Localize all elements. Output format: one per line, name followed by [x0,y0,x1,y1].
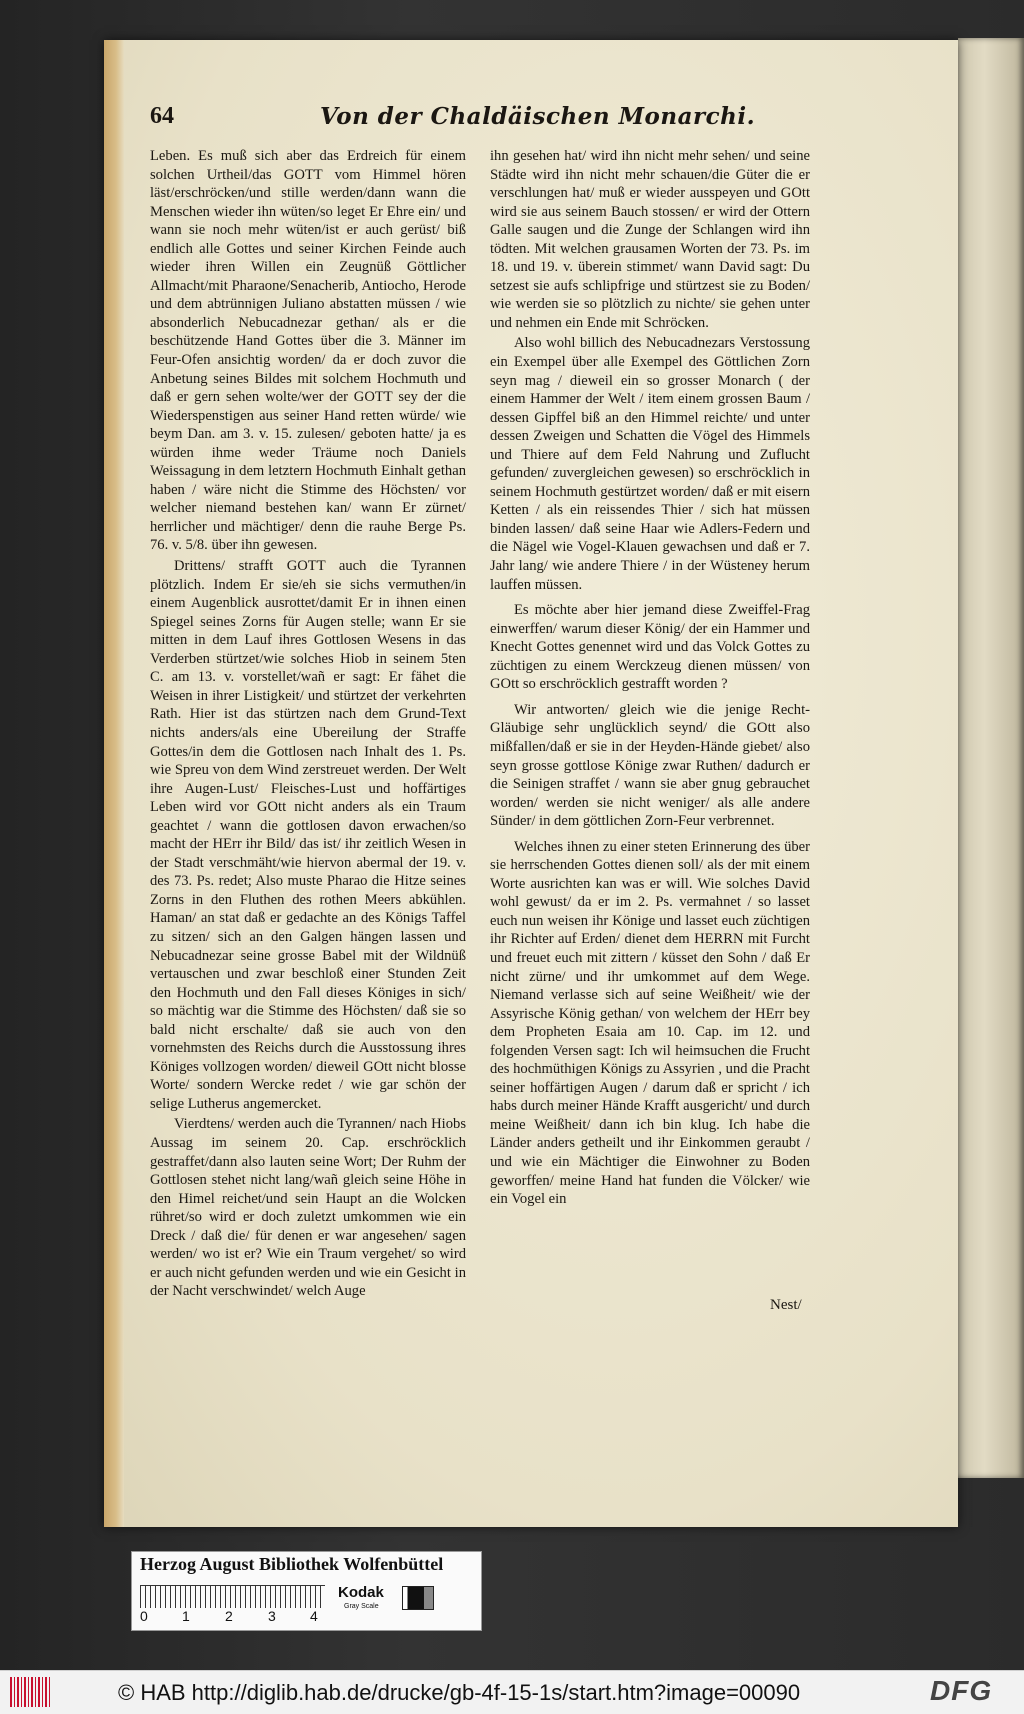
catchword: Nest/ [770,1297,802,1313]
next-page-edge [958,38,1024,1478]
ruler-number: 3 [268,1608,276,1624]
paragraph: Also wohl billich des Nebucadnezars Verstossung ein Exempel über alle Exempel des Göttlichen Zorn seyn mag / dieweil ein so grosser Monarch ( der einem Hammer der Welt / item einem grossen Baum / dessen Gipffel biß an den Himmel reichte/ und unter dessen Zweigen und Schatten die Vögel des Himmels und Thiere auf dem Feld Nahrung und Zuflucht gefunden/ zuvergleichen gewesen) so erschröcklich in seinem Hochmuth gestürtzet worden/ daß er mit eisern Ketten / als ein reissendes Thier / sich hat müssen binden lassen/ daß seine Haar wie Adlers-Federn und die Nägel wie Vogel-Klauen gewachsen und daß er 7. Jahr lang/ wie andere Thiere / in der Wüsteney herum lauffen müssen. [490,335,810,593]
dfg-logo: DFG [930,1675,993,1706]
footer-bar [0,1670,1024,1714]
paragraph: ihn gesehen hat/ wird ihn nicht mehr sehen/ und seine Städte wird ihn nicht mehr schauen/die Güter die er verschlungen hat/ muß er wieder ausspeyen und GOtt wird sie aus seinem Bauch stossen/ er wird der Ottern Galle saugen und die Zunge der Schlangen wird ihn tödten. Mit welchen grausamen Worten der 73. Ps. im 18. und 19. v. überein stimmet/ wann David sagt: Du setzest sie aufs schlipfrige und stürtzest sie zu Boden/ wie werden sie so plötzlich zu nichte/ sie gehen unter und nehmen ein Ende mit Schröcken. [490,148,810,331]
running-head: Von der Chaldäischen Monarchi. [320,103,756,130]
paragraph: Welches ihnen zu einer steten Erinnerung des über sie herrschenden Gottes dienen soll/ als der mit einem Worte ausrichten kan was er will. Wie solches David wohl gewust/ da er im 2. Ps. vermahnet / so lasset euch nun weisen ihr Könige und lasset euch züchtigen ihr Richter auf Erden/ dienet dem HERRN mit Furcht und freuet euch mit zittern / küsset den Sohn / daß Er nicht zürne/ und ihr umkommet auf dem Wege. Niemand verlasse sich auf seine Weißheit/ wie der Assyrische König gethan/ von welchem der HErr bey dem Propheten Esaia am 10. Cap. im 12. und folgenden Versen sagt: Ich wil heimsuchen die Frucht des hochmüthigen Königs zu Assyrien , und die Pracht seiner hoffärtigen Augen / darum daß er spricht / ich habs durch meiner Hände Krafft ausgericht/ und durch meine Weißheit/ dann ich bin klug. Ich habe die Länder anders getheilt und ihr Einkommen geraubt / und wie ein Mächtiger die Einwohner zu Boden geworffen/ meine Hand hat funden die Völcker/ wie ein Vogel ein [490,838,810,1208]
ruler-number: 1 [182,1608,190,1624]
barcode-icon [10,1677,50,1707]
paragraph: Leben. Es muß sich aber das Erdreich für einem solchen Urtheil/das GOTT vom Himmel hören läst/erschröcken/und stille werden/dann wann die Menschen wieder ihn wüten/so leget Er Ehre ein/ und wann sie noch mehr wüten/ist er auch gerüst/ biß endlich alle Gottes und seiner Kirchen Feinde auch wieder ihren Willen ein Zeugnüß Göttlicher Allmacht/mit Pharaone/Senacherib, Antiocho, Herode und dem abtrünnigen Juliano abstatten müssen / wie absonderlich Nebucadnezar gethan/ als er die beschützende Hand Gottes über die 3. Männer im Feur-Ofen ansichtig worden/ da er doch zuvor die Anbetung seines Bildes mit solchem Hochmuth und daß er gern sehen wolte/wer der GOTT sey der die Wiederspenstigen aus seiner Hand retten würde/ wie beym Dan. am 3. v. 15. zulesen/ geboten hatte/ ja es würden ihme weder Träume noch Daniels Weissagung in dem letztern Hochmuth Einhalt gethan haben / wäre nicht die Stimme des Höchsten/ vor welcher niemand bestehen kan/ wann Er zürnet/ herrlicher und mächtiger/ denn die rauhe Berge Ps. 76. v. 5/8. über ihn gewesen. [150,148,466,554]
paragraph: Drittens/ strafft GOTT auch die Tyrannen plötzlich. Indem Er sie/eh sie sichs vermuthen/in einem Augenblick ausrottet/damit Er in ihnen einen Spiegel seines Zorns für Augen stelle; wann Er sie mitten in dem Lauf ihres Gottlosen Wesens in das Verderben stürtzet/wie solches Hiob in seinem 5ten C. am 13. v. vorstellet/wañ er sagt: Er fähet die Weisen in ihrer Listigkeit/ und stürtzet der verkehrten Rath. Hier ist das stürtzen nach dem Grund-Text nichts anders/als eine Ubereilung der Straffe Gottes/in dem die Gottlosen nach Inhalt des 1. Ps. wie Spreu von dem Wind zerstreuet werden. Der Welt ihre Augen-Lust/ Fleisches-Lust und hoffärtiges Leben wird vor GOtt nicht anders als ein Traum geachtet / wann die gottlosen davon erwachen/so macht der HErr ihr Bild/ das ist/ ihr zeitlich Wesen in der Stadt verschmäht/wie hiervon abermal der 19. v. des 73. Ps. redet; Also muste Pharao die Hitze seines Zorns in den Fluthen des rothen Meers abkühlen. Haman/ an stat daß er gedachte an des Königs Taffel zu sitzen/ sich an den Galgen hängen lassen und Nebucadnezar seine grosse Babel mit der Wildnüß vertauschen und zwar beschloß einer Stunden Zeit den Hochmuth und den Fall dieses Königes in sich/ so mächtig war die Stimme des Höchsten/ daß sie so bald nicht erschalte/ daß sie auch von den vornehmsten des Reichs durch die Ausstossung ihres Königes vollzogen worden/ dieweil GOtt nicht blosse Worte/ sondern Wercke redet / wie gar schön der selige Lutherus angemercket. [150,558,466,1112]
measurement-ruler [140,1585,325,1608]
left-text-column [150,147,466,1301]
page-header [150,103,756,143]
paragraph: Wir antworten/ gleich wie die jenige Recht-Gläubige sehr unglücklich seynd/ die GOtt also mißfallen/daß er sie in der Heyden-Hände giebet/ also seyn grosse gottlose Könige zwar Ruthen/ dadurch er die Seinigen straffet / wann sie aber gnug gebrauchet worden/ werden sie nicht weniger/ als alle andere Sünder/ in dem göttlichen Zorn-Feur verbrennet. [490,701,810,830]
page-number: 64 [150,103,174,129]
gray-scale-label: Gray Scale [344,1603,379,1610]
gray-scale-patch [402,1586,434,1610]
ruler-number: 4 [310,1608,318,1624]
footer-link[interactable]: © HAB http://diglib.hab.de/drucke/gb-4f-15-1s/start.htm?image=00090 [118,1680,801,1705]
color-calibration-card [131,1551,482,1631]
ruler-number: 0 [140,1608,148,1624]
ruler-number: 2 [225,1608,233,1624]
page-gilded-edge [104,40,124,1527]
paragraph: Es möchte aber hier jemand diese Zweiffel-Frag einwerffen/ warum dieser König/ der ein Hammer und Knecht Gottes genennet wird und das Volck Gottes zu züchtigen zu einem Werckzeug dienen müssen/ von GOtt so erschröcklich gestrafft worden ? [490,602,810,693]
right-text-column [490,147,810,1209]
paragraph: Vierdtens/ werden auch die Tyrannen/ nach Hiobs Aussag im seinem 20. Cap. erschröcklich gestraffet/dann also lauten seine Wort; Der Ruhm der Gottlosen stehet nicht lang/wañ gleich seine Höhe in den Himel reichet/und sein Haupt an die Wolcken rühret/so wird er doch zuletzt umkommen wie ein Dreck / daß die/ für denen er war angesehen/ sagen werden/ wo ist er? Wie ein Traum vergehet/ so wird er auch nicht gefunden werden und wie ein Gesicht in der Nacht verschwindet/ welch Auge [150,1116,466,1300]
kodak-logo: Kodak [338,1584,384,1601]
library-name: Herzog August Bibliothek Wolfenbüttel [140,1554,444,1574]
